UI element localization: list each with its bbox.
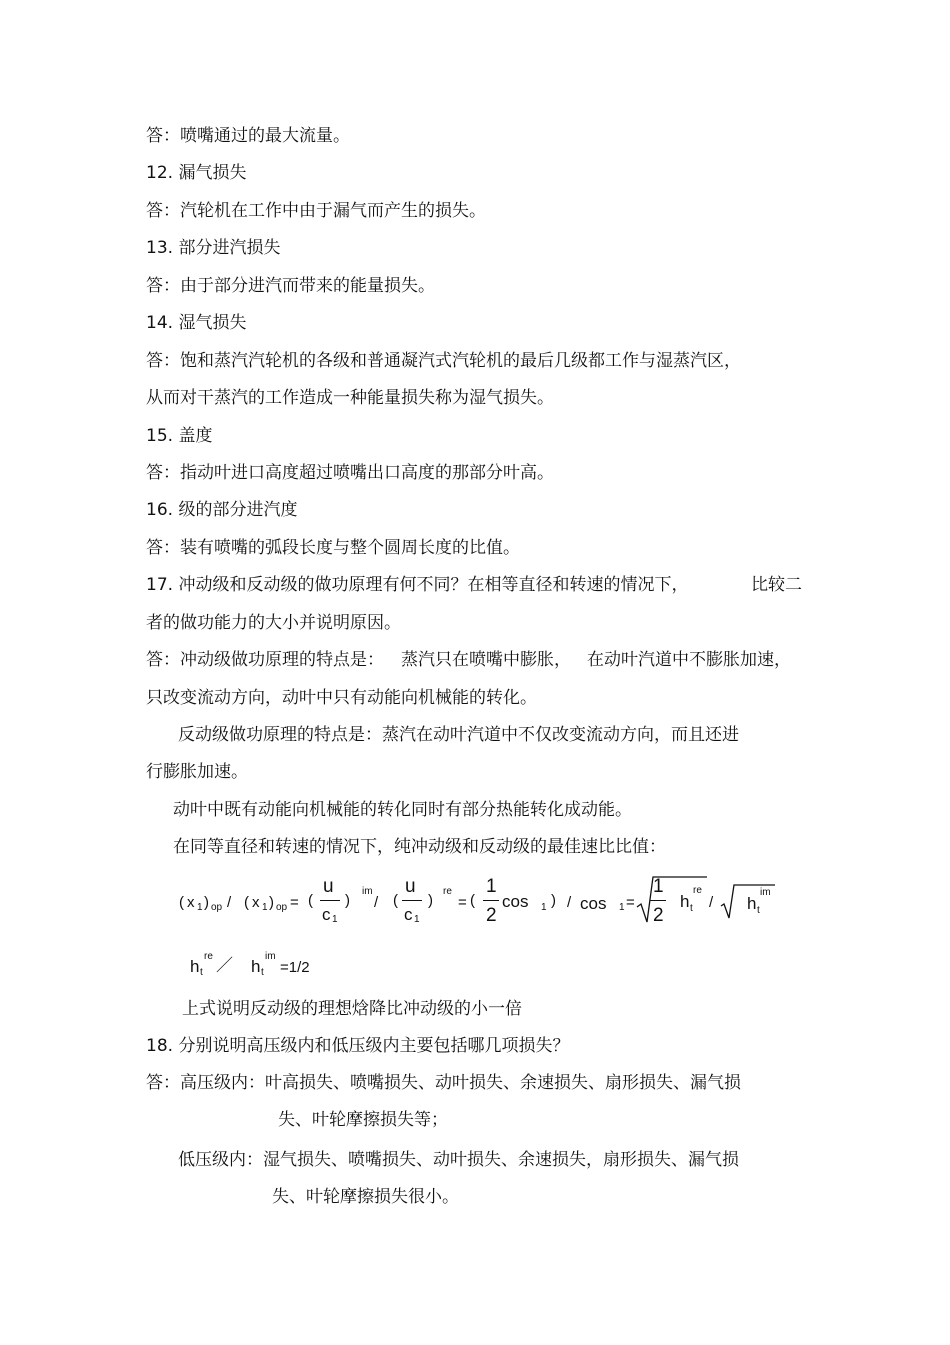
formula-cos: cos [580, 894, 607, 913]
formula-two: 2 [653, 905, 664, 926]
formula-slash: ／ [216, 956, 233, 975]
formula-sup: im [760, 887, 771, 898]
formula-rp: ) [345, 892, 350, 909]
section-heading: 15. 盖度 [146, 426, 213, 446]
text-line: 答：冲动级做功原理的特点是： [146, 650, 384, 670]
formula-rp: ) [269, 894, 274, 911]
formula-lp: ( [308, 892, 313, 909]
formula-sub: 1 [619, 902, 625, 913]
fraction-bar [483, 900, 499, 901]
formula-u: u [405, 876, 416, 897]
formula-sub: op [276, 902, 288, 913]
text-line: 低压级内：湿气损失、喷嘴损失、动叶损失、余速损失，扇形损失、漏气损 [178, 1150, 739, 1170]
formula-eq: = [458, 894, 467, 911]
text-line: 在动叶汽道中不膨胀加速， [587, 650, 791, 670]
text-line: 反动级做功原理的特点是：蒸汽在动叶汽道中不仅改变流动方向，而且还进 [178, 725, 739, 745]
formula-sub: t [757, 905, 760, 916]
formula-one: 1 [486, 876, 497, 897]
formula-u: u [323, 876, 334, 897]
formula-slash: / [374, 894, 379, 911]
formula-h: h [747, 894, 757, 913]
formula-sub: t [261, 967, 264, 978]
section-heading: 17. 冲动级和反动级的做功原理有何不同？在相等直径和转速的情况下， [146, 575, 689, 595]
formula-sub: 1 [262, 902, 268, 913]
formula-x: x [252, 894, 260, 911]
formula-h: h [251, 957, 261, 976]
formula-sub: t [690, 903, 693, 914]
formula-rp: ) [204, 894, 209, 911]
formula-slash: / [227, 894, 232, 911]
section-heading: 18. 分别说明高压级内和低压级内主要包括哪几项损失？ [146, 1036, 570, 1056]
formula-lp: ( [179, 894, 184, 911]
text-line: 者的做功能力的大小并说明原因。 [146, 613, 401, 633]
fraction-bar [402, 900, 422, 901]
text-line: 失、叶轮摩擦损失等； [278, 1110, 448, 1130]
fraction-bar [650, 900, 666, 901]
section-heading: 14. 湿气损失 [146, 313, 247, 333]
text-line: 答：喷嘴通过的最大流量。 [146, 126, 350, 146]
text-line: 答：汽轮机在工作中由于漏气而产生的损失。 [146, 201, 486, 221]
formula-sub: 1 [414, 914, 420, 925]
text-line: 只改变流动方向，动叶中只有动能向机械能的转化。 [146, 688, 537, 708]
text-line: 答：由于部分进汽而带来的能量损失。 [146, 276, 435, 296]
formula-c: c [404, 905, 413, 924]
text-line: 答：装有喷嘴的弧段长度与整个圆周长度的比值。 [146, 538, 520, 558]
formula-result: =1/2 [280, 959, 310, 976]
text-line: 答：饱和蒸汽汽轮机的各级和普通凝汽式汽轮机的最后几级都工作与湿蒸汽区， [146, 351, 741, 371]
fraction-bar [320, 900, 340, 901]
text-line: 行膨胀加速。 [146, 762, 248, 782]
text-line: 在同等直径和转速的情况下，纯冲动级和反动级的最佳速比比值： [173, 837, 666, 857]
formula-slash: / [567, 894, 572, 911]
formula-lp: ( [470, 892, 475, 909]
formula-h: h [680, 892, 690, 911]
formula-h: h [190, 957, 200, 976]
formula-sup: re [204, 951, 213, 962]
formula-sup: re [443, 886, 452, 897]
formula-eq: = [626, 894, 635, 911]
formula-sub: t [200, 967, 203, 978]
formula-x: x [187, 894, 195, 911]
text-line: 答：指动叶进口高度超过喷嘴出口高度的那部分叶高。 [146, 463, 554, 483]
section-heading: 16. 级的部分进汽度 [146, 500, 298, 520]
formula-lp: ( [393, 892, 398, 909]
formula-one: 1 [653, 876, 664, 897]
text-line: 失、叶轮摩擦损失很小。 [272, 1187, 459, 1207]
formula-sup: im [362, 886, 373, 897]
formula-slash: / [709, 894, 714, 911]
formula-rp: ) [428, 892, 433, 909]
section-heading: 12. 漏气损失 [146, 163, 247, 183]
formula-lp: ( [244, 894, 249, 911]
formula-c: c [322, 905, 331, 924]
text-line: 答：高压级内：叶高损失、喷嘴损失、动叶损失、余速损失、扇形损失、漏气损 [146, 1073, 741, 1093]
formula-sub: 1 [332, 914, 338, 925]
formula-sup: re [693, 885, 702, 896]
text-line: 动叶中既有动能向机械能的转化同时有部分热能转化成动能。 [173, 800, 632, 820]
formula-cos: cos [502, 892, 529, 911]
formula-sub: 1 [197, 902, 203, 913]
text-line: 从而对干蒸汽的工作造成一种能量损失称为湿气损失。 [146, 388, 554, 408]
formula-two: 2 [486, 905, 497, 926]
formula-sup: im [265, 951, 276, 962]
formula-eq: = [290, 894, 299, 911]
text-line: 蒸汽只在喷嘴中膨胀， [401, 650, 571, 670]
section-heading: 13. 部分进汽损失 [146, 238, 281, 258]
formula-rp: ) [551, 892, 556, 909]
sqrt-symbol-1 [636, 874, 708, 926]
section-heading-tail: 比较二 [751, 575, 802, 595]
formula-sub: 1 [541, 902, 547, 913]
text-line: 上式说明反动级的理想焓降比冲动级的小一倍 [182, 999, 522, 1019]
formula-sub: op [211, 902, 223, 913]
